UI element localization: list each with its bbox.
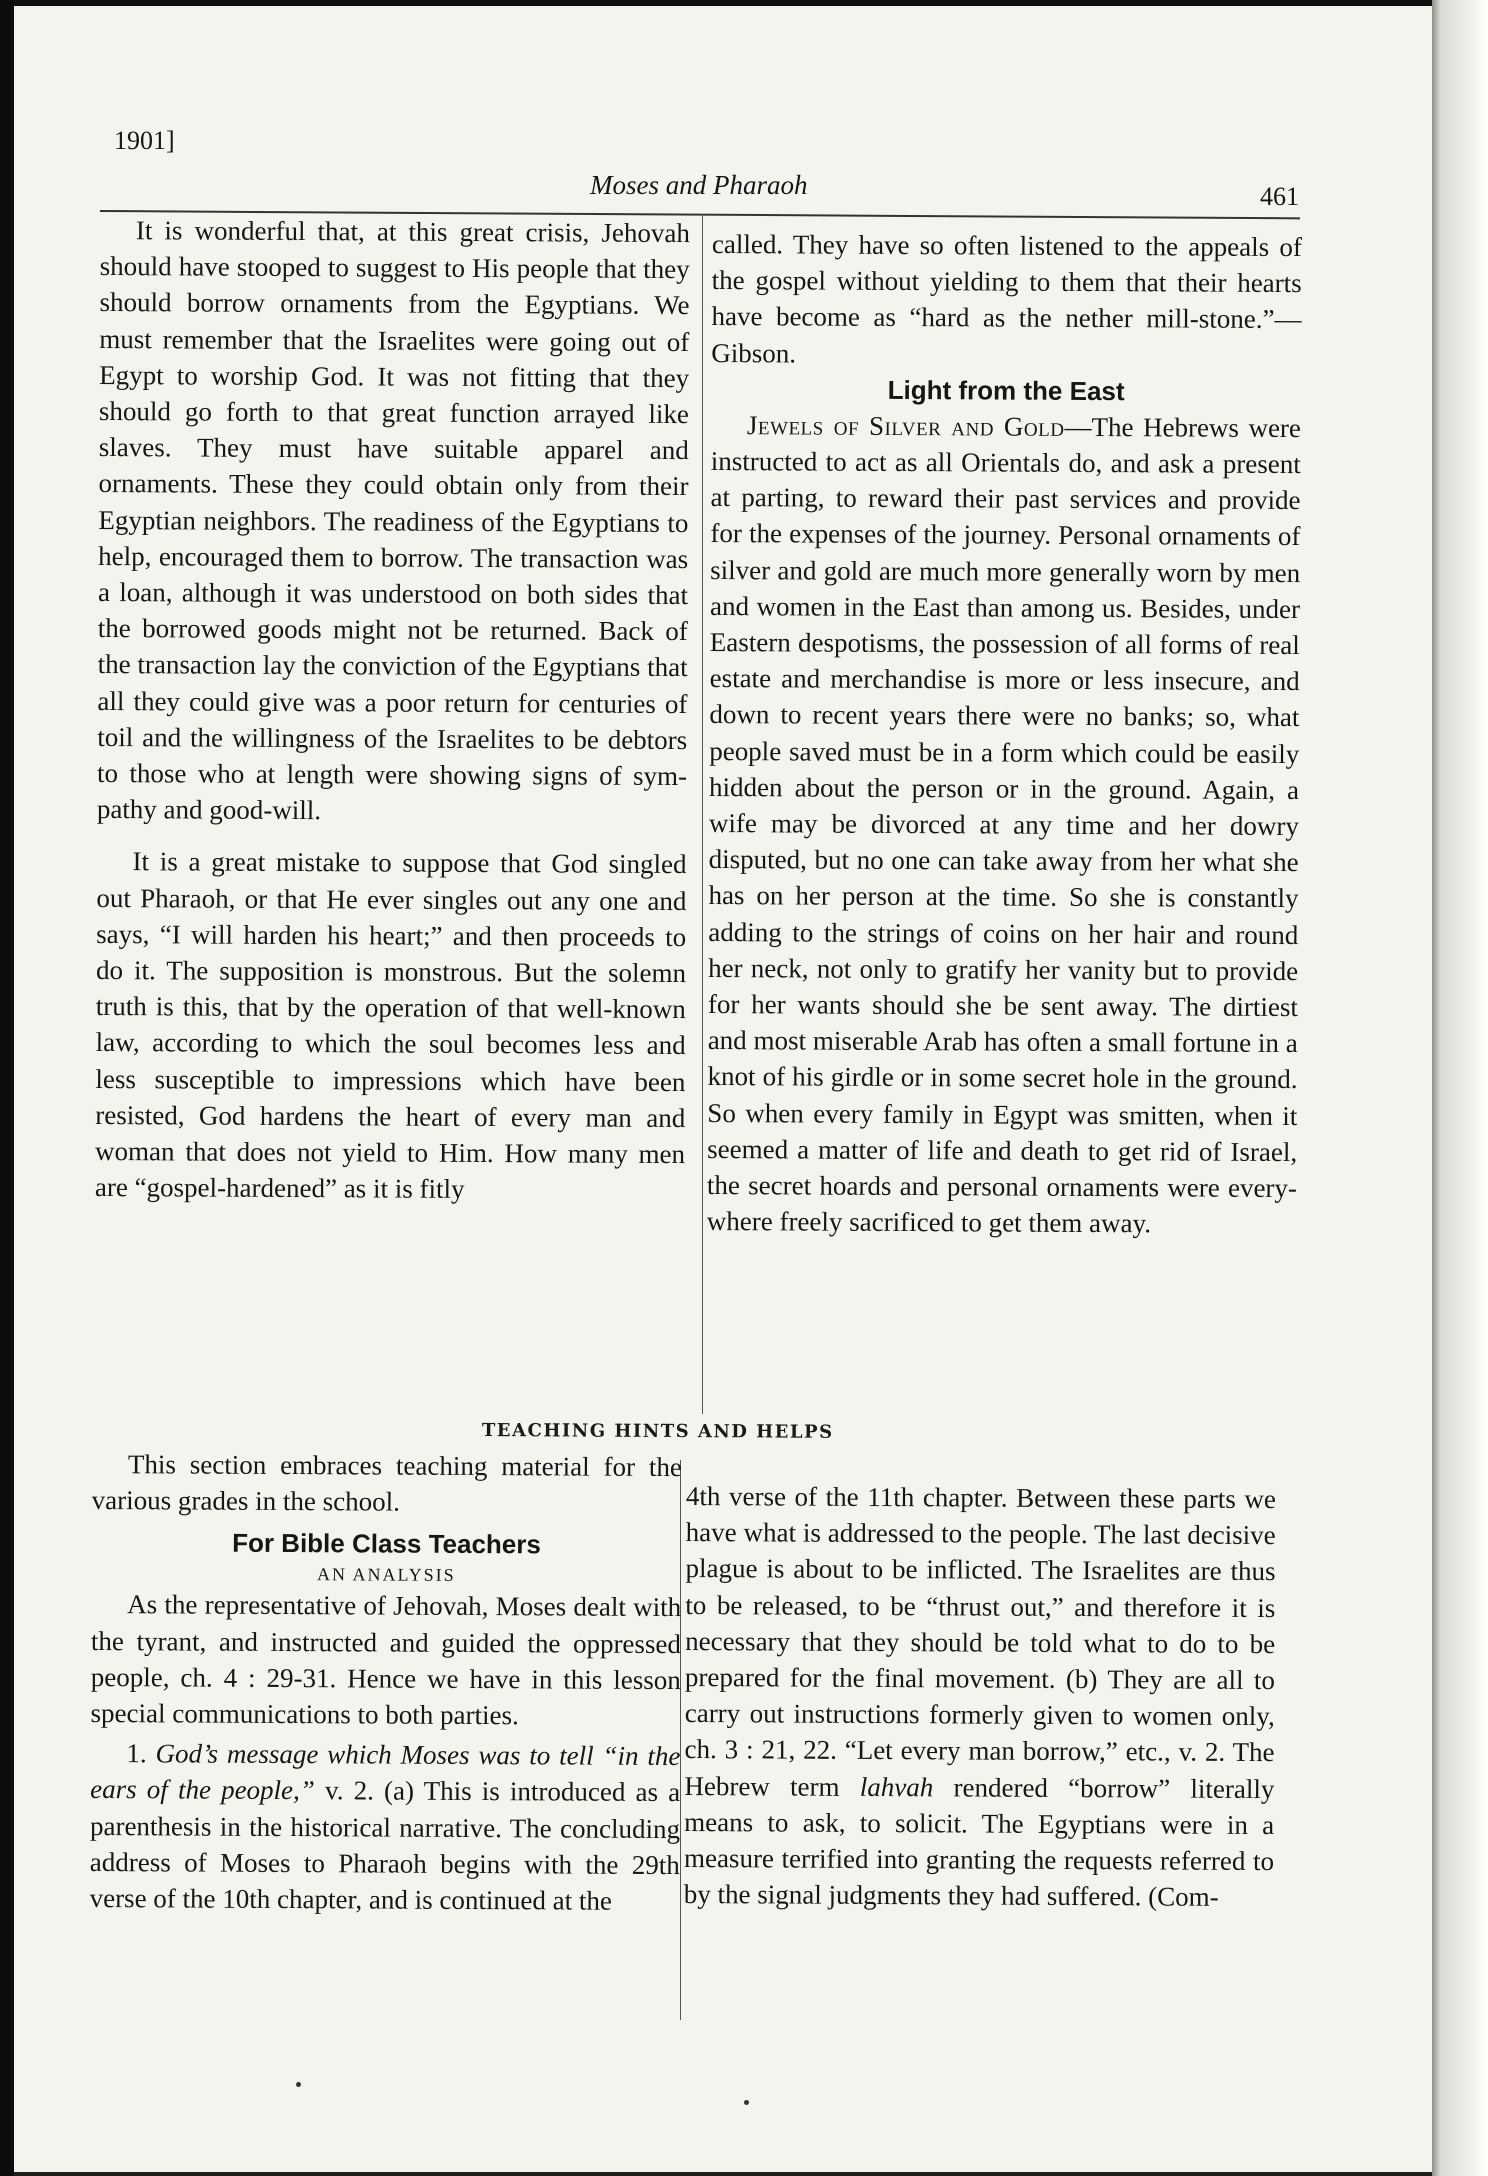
- paragraph: This section embraces teaching material for the various grades in the school.: [91, 1449, 682, 1517]
- column-left-lower: [90, 1446, 682, 1919]
- column-right-upper: [707, 226, 1302, 1243]
- paragraph-body: 4th verse of the 11th chapter. Between these parts we have what is addressed to the people. The last decisive plague is about to be inflicted. The Israelites are thus to be released, to be “thrust out,” and therefore it is necessary that they should be told what to do to be prepared for the final movement. (b) They are all to carry out instructions formerly given to women only, ch. 3 : 21, 22. “Let every man borrow,” etc., v. 2. The Hebrew term: [684, 1481, 1276, 1802]
- section-title-bible-class: For Bible Class Teachers: [232, 1528, 541, 1560]
- page-number: 461: [1260, 182, 1299, 211]
- column-right-lower: [684, 1478, 1276, 1916]
- print-speck: [296, 2082, 301, 2087]
- page-fore-edge: [1432, 0, 1488, 2176]
- running-header-title: Moses and Pharaoh: [590, 170, 808, 200]
- paragraph: [707, 407, 1301, 1243]
- paragraph-body: rendered “borrow” literally means to ask, to solicit. The Egyptians were in a measure terrified into granting the requests referred to by the signal judgments they had suffered. (Com-: [683, 1771, 1275, 1913]
- paragraph: [684, 1478, 1276, 1916]
- paragraph: It is wonderful that, at this great crisis, Jehovah should have stooped to suggest to His people that they should borrow ornaments from the Egyptians. We must remember that the Israelites were going out of Egypt to worship God. It was not fitting that they should go forth to that great function arrayed like slaves. They must have suitable apparel and ornaments. These they could obtain only from their Egyptian neighbors. The readiness of the Egyptians to help, encouraged them to borrow. The transaction was a loan, although it was understood on both sides that the borrowed goods might not be returned. Back of the transaction lay the conviction of the Egyptians that all they could give was a poor return for centuries of toil and the willingness of the Israelites to be debtors to those who at length were showing signs of sympathy and good-will.: [96, 215, 690, 826]
- running-header-year: 1901]: [114, 126, 175, 155]
- paragraph-body: v. 2. (a) This is introduced as a parenthesis in the historical narrative. The concluding address of Moses to Pharaoh begins with the 29th verse of the 10th chapter, and is continued at the: [89, 1775, 681, 1916]
- hebrew-term: lahvah: [859, 1771, 934, 1802]
- numbered-paragraph: [90, 1735, 681, 1919]
- paragraph-body: —The Hebrews were instructed to act as all Orientals do, and ask a present at parting, to reward their past services and provide for the expenses of the journey. Personal ornaments of silver and gold are much more generally worn by men and women in the East than among us. Besides, under Eastern despotisms, the possession of all forms of real estate and merchandise is more or less insecure, and down to recent years there were no banks; so, what people saved must be in a form which could be easily hidden about the person or in the ground. Again, a wife may be divorced at any time and her dowry disputed, but no one can take away from her what she has on her person at the time. So she is constantly adding to the strings of coins on her hair and round her neck, not only to gratify her vanity but to provide for her wants should she be sent away. The dirtiest and most miserable Arab has often a small fortune in a knot of his girdle or in some secret hole in the ground. So when every family in Egypt was smitten, when it seemed a matter of life and death to get rid of Israel, the secret hoards and personal ornaments were everywhere freely sacrificed to get them away.: [706, 411, 1302, 1239]
- column-left-upper: [95, 212, 690, 1209]
- subsection-label: AN ANALYSIS: [316, 1564, 456, 1586]
- section-title-light-from-the-east: Light from the East: [887, 374, 1125, 406]
- paragraph: It is a great mistake to suppose that God singled out Pharaoh, or that He ever singles out any one and says, “I will harden his heart;” and then proceeds to do it. The supposition is monstrous. But the solemn truth is this, that by the operation of that well-known law, according to which the soul becomes less and less susceptible to impressions which have been resisted, God hardens the heart of every man and woman that does not yield to Him. How many men are “gospel-hardened” as it is fitly: [94, 846, 687, 1205]
- paragraph: called. They have so often listened to the appeals of the gospel without yielding to them that their hearts have become as “hard as the nether mill-stone.”—Gibson.: [711, 228, 1302, 369]
- section-heading-teaching-hints: TEACHING HINTS AND HELPS: [481, 1420, 834, 1443]
- column-divider: [702, 214, 703, 1414]
- item-number: 1.: [126, 1738, 147, 1769]
- italic-phrase: God’s message which Moses was to tell “in the ears of the people,”: [90, 1738, 681, 1806]
- scan-left-border: [0, 0, 14, 2176]
- paragraph-lead: Jewels of Silver and Gold: [746, 409, 1065, 442]
- print-speck: [744, 2100, 749, 2105]
- paragraph: As the representative of Jehovah, Moses dealt with the tyrant, and instructed and guided the oppressed people, ch. 4 : 29-31. Hence we have in this lesson special communications to both parties.: [90, 1589, 682, 1731]
